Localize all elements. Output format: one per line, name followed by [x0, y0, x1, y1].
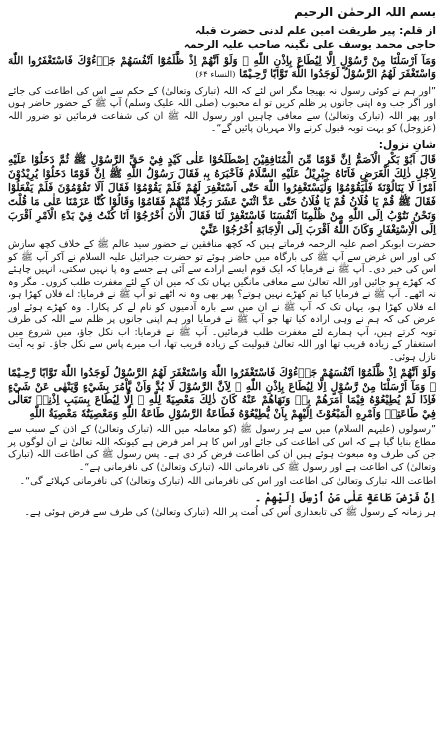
verse-1-reference: (النساء ۶۴): [195, 70, 236, 80]
verse-1-text: وَمَآ اَرْسَلْنَا مِنْ رَّسُوْلٍ اِلَّا لِيُطَاعَ بِاِذْنِ اللّٰهِ ۭ وَلَوْ اَنَّھُمْ اِذْ ظَّلَمُوْٓا اَنْفُسَھُمْ جَاۗءُوْكَ فَاسْتَغْفَرُوا اللّٰهَ وَاسْتَغْفَرَ لَھُمُ الرَّسُوْلُ لَوَجَدُوا اللّٰهَ تَوَّابًا رَّحِـيْمًا: [8, 54, 436, 80]
narration-paragraph: حضرت ابوبکر اصم علیہ الرحمہ فرماتے ہیں کہ کچھ منافقین نے حضور سید عالم ﷺ کے خلاف کچھ سازش کی اور اس غرض سے آپ ﷺ کی بارگاہ میں حاضر ہوئے تو حضرت جبرائیل علیہ السلام نے آکر آپ ﷺ کو اس کی خبر دی۔ آپ ﷺ نے فرمایا کہ ایک قوم ایسے ارادے سے آئی ہے جسے وہ پا نہیں سکتی، انہیں چاہئے کہ کھڑے ہو جائیں اور اللہ تعالیٰ سے معافی مانگیں یہاں تک کہ میں ان کے لئے مغفرت طلب کروں۔ مگر وہ نہ اٹھے۔ آپ ﷺ نے فرمایا کیا تم کھڑے نہیں ہوتے؟ پھر بھی وہ نہ اٹھے تو آپ ﷺ نے فرمایا: اے فلاں کھڑا ہو، اے فلاں کھڑا ہو، یہاں تک کہ آپ ﷺ نے ان میں سے بارہ آدمیوں کو نام لے کر پکارا۔ وہ کھڑے ہوئے اور عرض کی کہ ہم نے وہی ارادہ کیا تھا جو آپ ﷺ نے فرمایا اور ہم اپنی جانوں پر ظلم سے اللہ کی طرف توبہ کرتے ہیں، آپ ہمارے لئے مغفرت طلب فرمائیں۔ آپ ﷺ نے فرمایا: اب نکل جاؤ، میں شروع میں استغفار کے زیادہ قریب تھا اور اللہ تعالیٰ قبولیت کے زیادہ قریب تھا، اب میرے پاس سے نکل جاؤ۔ تو یہ آیت نازل ہوئی۔: [8, 239, 436, 363]
hadith-arabic-2: اِنَّ فَرْضَ طَاعَةٍ عَلٰى مَنْ اُرْسِلَ اِلَيْهِمْ ۔: [255, 491, 436, 504]
quran-verse-1: [8, 55, 436, 83]
closing-paragraph: ہر زمانہ کے رسول ﷺ کی تابعداری اُس کی اُمت پر اللہ (تبارک وتعالیٰ) کی طرف سے فرض ہوئی ہے۔: [24, 506, 436, 518]
commentary-paragraph: ”رسولوں (علیہم السلام) میں سے ہر رسول ﷺ (کو معاملہ میں اللہ (تبارک وتعالیٰ) کے اذن کے سبب سے مطاع بنایا گیا ہے کہ اس کی اطاعت کی جائے اور اس کا ہر امر فرض ہے کیونکہ اللہ تعالیٰ نے ان لوگوں پر جن کی طرف وہ مبعوث ہوئے ہیں ان کی اطاعت فرض کر دی ہے۔ پس رسول ﷺ کی اطاعت اللہ (تبارک وتعالیٰ) کی اطاعت ہے اور رسول ﷺ کی نافرمانی اللہ (تبارک وتعالیٰ) کی نافرمانی ہے“۔: [8, 424, 436, 473]
commentary-continuation: اطاعت اللہ تبارک وتعالیٰ کی اطاعت اور اس کی نافرمانی اللہ (تبارک وتعالیٰ) کی نافرمانی کہلائے گی“۔: [19, 476, 436, 487]
verse-translation: ”اور ہم نے کوئی رسول نہ بھیجا مگر اس لئے کہ اللہ (تبارک وتعالیٰ) کے حکم سے اس کی اطاعت کی جائے اور اگر جب وہ اپنی جانوں پر ظلم کریں تو اے محبوب (صلی اللہ علیک وسلم) آپ ﷺ کے حضور حاضر ہوں اور پھر اللہ (تبارک وتعالیٰ) سے معافی چاہیں اور رسول اللہ ﷺ ان کی شفاعت فرمائیں تو ضرور اللہ (عزوجل) کو بہت توبہ قبول کرنے والا مہربان پائیں گے“۔: [8, 85, 436, 134]
hadith-arabic-1: قَالَ اَبُوْ بَكْرِ الْاَصَمُّ اِنَّ قَوْمًا مِّنَ الْمُنَافِقِيْنَ اِصْطَلَحُوْا عَلٰى كَيْدٍ فِيْ حَقِّ الرَّسُوْلِ ﷺ ثُمَّ دَخَلُوْا عَلَيْهِ لِاَجْلِ ذٰلِكَ الْغَرَضِ فَاَتَاهُ جِبْرِيْلُ عَلَيْهِ السَّلَامُ فَاَخْبَرَهُ بِهٖ فَقَالَ رَسُوْلُ اللّٰهِ ﷺ اِنَّ قَوْمًا دَخَلُوْا يُرِيْدُوْنَ اَمْرًا لَا يَنَالُوْنَهٗ فَلْيَقُوْمُوْا وَلْيَسْتَغْفِرُوا اللّٰهَ حَتّٰى اَسْتَغْفِرَ لَهُمْ فَلَمْ يَقُوْمُوْا فَقَالَ اَلَا تَقُوْمُوْنَ فَلَمْ يَفْعَلُوْا فَقَالَ ﷺ قُمْ يَا فُلَانُ قُمْ يَا فُلَانُ حَتّٰى عَدَّ اثْنَيْ عَشَرَ رَجُلًا مِّنْهُمْ فَقَامُوْا وَقَالُوْا كُنَّا عَزَمْنَا عَلٰى مَا قُلْتَ وَنَحْنُ نَتُوْبُ اِلَى اللّٰهِ مِنْ ظُلْمِنَا اَنْفُسَنَا فَاسْتَغْفِرْ لَنَا فَقَالَ الْاٰنَ اُخْرُجُوْا اَنَا كُنْتُ فِيْ بَدْءِ الْاَمْرِ اَقْرَبَ اِلَى الْاِسْتِغْفَارِ وَكَانَ اللّٰهُ اَقْرَبَ اِلَى الْاِجَابَةِ اُخْرُجُوْا عَنِّيْ: [8, 154, 436, 236]
quran-verse-2: وَلَوْ اَنَّھُمْ اِذْ ظَّلَمُوْٓا اَنْفُسَھُمْ جَاۗءُوْكَ فَاسْتَغْفَرُوا اللّٰهَ وَاسْتَغْفَرَ لَھُمُ الرَّسُوْلُ لَوَجَدُوا اللّٰهَ تَوَّابًا رَّحِـيْمًا ۔ وَمَآ اَرْسَلْنَا مِنْ رَّسُوْلٍ اِلَّا لِيُطَاعَ بِاِذْنِ اللّٰهِ ۔ لِاَنَّ الرَّسُوْلَ لَا بُدَّ وَاَنْ يَّاْمُرَ بِشَيْءٍ وَّيَنْهٰى عَنْ شَيْءٍ فَاِذَا لَمْ يُطِيْعُوْهُ فِيْمَا اَمَرَهُمْ بِهٖ وَنَهَاهُمْ عَنْهُ كَانَ ذٰلِكَ مَعْصِيَةً لِلّٰهِ ۔ اِلَّا لِيُطَاعَ بِسَبَبِ اِذْنِهٖ تَعَالٰى فِيْ طَاعَتِهٖ وَاَمْرِهِ الْمَبْعُوْثَ اِلَيْهِمْ بِاَنْ يُّطِيْعُوْهُ فَطَاعَةُ الرَّسُوْلِ طَاعَةُ اللّٰهِ وَمَعْصِيَتُهٗ مَعْصِيَةُ اللّٰهِ: [8, 367, 436, 420]
author-name: حاجی محمد یوسف علی نگینہ صاحب علیہ الرحمہ: [183, 39, 436, 51]
author-byline: از قلم: پیر طریقت امین علم لدنی حضرت قبلہ: [195, 24, 436, 37]
section-heading-shan-e-nuzool: شانِ نزول:: [378, 138, 436, 151]
bismillah-heading: بسم اللہ الرحمٰن الرحیم: [294, 5, 436, 19]
